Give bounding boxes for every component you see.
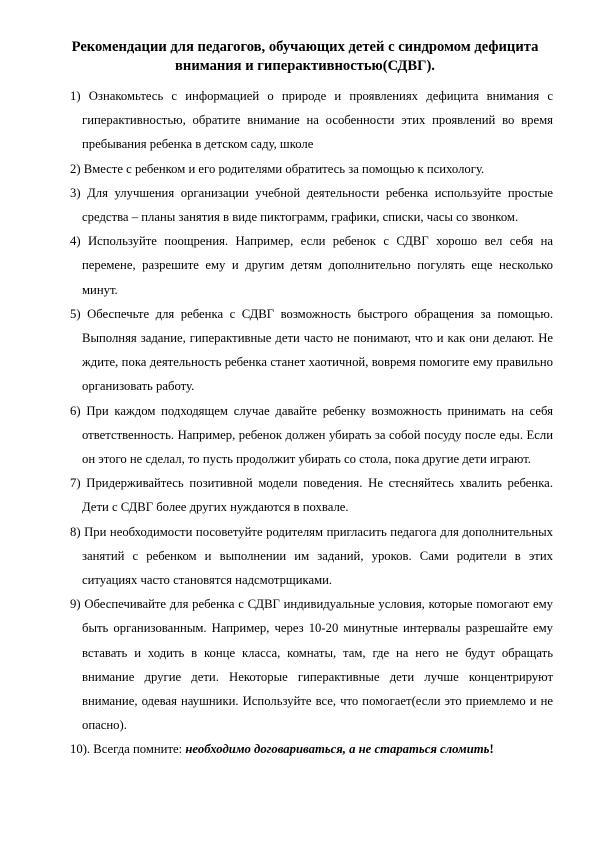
list-item-2: 2) Вместе с ребенком и его родителями обратитесь за помощью к психологу. — [70, 161, 485, 176]
list-item-10-emphasis: необходимо договариваться, а не стараться сломить — [185, 742, 490, 757]
list-item-7: 7) Придерживайтесь позитивной модели поведения. Не стесняйтесь хвалить ребенка. Дети с СДВГ более других нуждаются в похвале. — [70, 476, 553, 515]
list-item-10-prefix: 10). Всегда помните: — [70, 742, 186, 757]
document-title: Рекомендации для педагогов, обучающих детей с синдромом дефицита внимания и гиперактивностью(СДВГ). — [71, 39, 539, 74]
list-item-3: 3) Для улучшения организации учебной деятельности ребенка используйте простые средства – планы занятия в виде пиктограмм, графики, списки, часы со звонком. — [70, 185, 553, 225]
list-item-4: 4) Используйте поощрения. Например, если ребенок с СДВГ хорошо вел себя на перемене, разрешите ему и другим детям дополнительно погулять еще несколько минут. — [70, 234, 553, 297]
list-item-5: 5) Обеспечьте для ребенка с СДВГ возможность быстрого обращения за помощью. Выполняя задание, гиперактивные дети часто не понимают, что и как они делают. Не ждите, пока деятельность ребенка станет хаотичной, вовремя помогите ему правильно организовать работу. — [70, 306, 553, 394]
list-item-6: 6) При каждом подходящем случае давайте ребенку возможность принимать на себя ответственность. Например, ребенок должен убирать за собой посуду после еды. Если он этого не сделал, то пусть продолжит убирать со стола, пока другие дети играют. — [70, 403, 553, 467]
list-item-1: 1) Ознакомьтесь с информацией о природе и проявлениях дефицита внимания с гиперактивностью, обратите внимание на особенности этих проявлений во время пребывания ребенка в детском саду, школе — [70, 89, 553, 152]
recommendations-list — [70, 84, 553, 762]
list-item-10-suffix: ! — [489, 742, 494, 757]
list-item-8: 8) При необходимости посоветуйте родителям пригласить педагога для дополнительных занятий с ребенком и выполнении им заданий, уроков. Сами родители в этих ситуациях часто становятся надсмотрщиками. — [70, 524, 553, 588]
list-item-10 — [70, 737, 553, 761]
list-item-9: 9) Обеспечивайте для ребенка с СДВГ индивидуальные условия, которые помогают ему быть организованным. Например, через 10-20 минутные интервалы разрешайте ему вставать и ходить в конце класса, комнаты, там, где на него не будут обращать внимание другие дети. Некоторые гиперактивные дети лучше концентрируют внимание, одевая наушники. Используйте все, что помогает(если это приемлемо и не опасно). — [70, 597, 553, 733]
